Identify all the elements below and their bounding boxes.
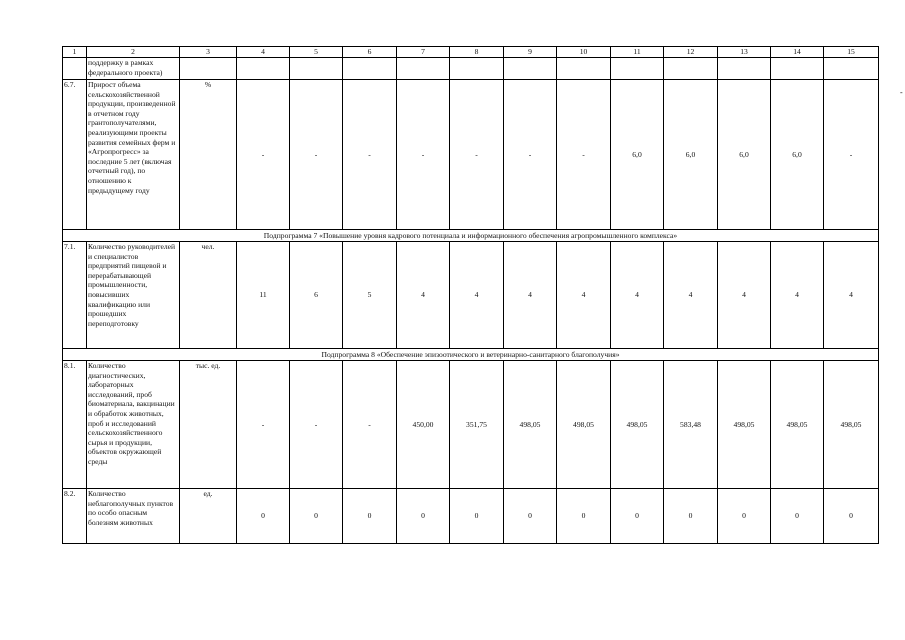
value-cell: 6,0 <box>771 80 824 230</box>
subprogram-row <box>63 230 879 242</box>
indicator-name: Прирост объема сельскохозяйственной продукции, произведенной в отчетном году грантополучателями, реализующими проекты развития семейных ферм и «Агропрогресс» за последние 5 лет (включая отчетный год), по отношению к предыдущему году <box>87 80 180 230</box>
row-index: 7.1. <box>63 242 87 349</box>
value-cell: 0 <box>611 489 664 544</box>
column-number: 8 <box>450 47 504 58</box>
indicator-name: Количество неблагополучных пунктов по особо опасным болезням животных <box>87 489 180 544</box>
row-index <box>63 58 87 80</box>
value-cell: 351,75 <box>450 361 504 489</box>
indicator-name: Количество руководителей и специалистов предприятий пищевой и перерабатывающей промышленности, повысивших квалификацию или прошедших переподготовку <box>87 242 180 349</box>
value-cell: 498,05 <box>718 361 771 489</box>
value-cell: 4 <box>664 242 718 349</box>
value-cell: 11 <box>237 242 290 349</box>
value-cell: - <box>237 361 290 489</box>
column-number: 12 <box>664 47 718 58</box>
unit-cell: % <box>180 80 237 230</box>
value-cell: 5 <box>343 242 397 349</box>
subprogram-row <box>63 349 879 361</box>
column-number: 1 <box>63 47 87 58</box>
value-cell: - <box>450 80 504 230</box>
value-cell: - <box>824 80 879 230</box>
empty-cell <box>824 58 879 80</box>
value-cell: - <box>397 80 450 230</box>
value-cell: 0 <box>290 489 343 544</box>
value-cell: - <box>343 80 397 230</box>
table-row <box>63 58 879 80</box>
value-cell: 498,05 <box>824 361 879 489</box>
value-cell: 0 <box>450 489 504 544</box>
row-index: 6.7. <box>63 80 87 230</box>
value-cell: 0 <box>504 489 557 544</box>
empty-cell <box>771 58 824 80</box>
row-index: 8.2. <box>63 489 87 544</box>
empty-cell <box>343 58 397 80</box>
value-cell: 6,0 <box>718 80 771 230</box>
empty-cell <box>397 58 450 80</box>
unit-cell: чел. <box>180 242 237 349</box>
table-row <box>63 489 879 544</box>
value-cell: 0 <box>824 489 879 544</box>
column-number: 15 <box>824 47 879 58</box>
value-cell: 0 <box>343 489 397 544</box>
value-cell: - <box>290 80 343 230</box>
table-row <box>63 242 879 349</box>
indicator-name: Количество диагностических, лабораторных исследований, проб биоматериала, вакцинации и обработок животных, проб и исследований сельскохозяйственного сырья и продукции, объектов окружающей среды <box>87 361 180 489</box>
column-number: 4 <box>237 47 290 58</box>
subprogram-title: Подпрограмма 7 «Повышение уровня кадрового потенциала и информационного обеспечения агропромышленного комплекса» <box>63 230 879 242</box>
value-cell: 6,0 <box>664 80 718 230</box>
indicators-table <box>62 46 879 544</box>
row-index: 8.1. <box>63 361 87 489</box>
column-number: 10 <box>557 47 611 58</box>
column-number: 14 <box>771 47 824 58</box>
value-cell: 4 <box>611 242 664 349</box>
column-number: 5 <box>290 47 343 58</box>
value-cell: 4 <box>824 242 879 349</box>
value-cell: 498,05 <box>611 361 664 489</box>
table-row <box>63 361 879 489</box>
empty-cell <box>450 58 504 80</box>
value-cell: 498,05 <box>771 361 824 489</box>
value-cell: - <box>237 80 290 230</box>
value-cell: 4 <box>450 242 504 349</box>
value-cell: 450,00 <box>397 361 450 489</box>
value-cell: 6 <box>290 242 343 349</box>
value-cell: 0 <box>664 489 718 544</box>
column-number: 7 <box>397 47 450 58</box>
value-cell: 0 <box>557 489 611 544</box>
empty-cell <box>504 58 557 80</box>
value-cell: 583,48 <box>664 361 718 489</box>
value-cell: 4 <box>771 242 824 349</box>
value-cell: - <box>290 361 343 489</box>
empty-cell <box>290 58 343 80</box>
value-cell: 6,0 <box>611 80 664 230</box>
value-cell: 498,05 <box>504 361 557 489</box>
column-number: 3 <box>180 47 237 58</box>
value-cell: - <box>557 80 611 230</box>
value-cell: 4 <box>718 242 771 349</box>
table-row <box>63 80 879 230</box>
empty-cell <box>611 58 664 80</box>
empty-cell <box>180 58 237 80</box>
value-cell: 4 <box>397 242 450 349</box>
indicator-name: поддержку в рамках федерального проекта) <box>87 58 180 80</box>
value-cell: 498,05 <box>557 361 611 489</box>
value-cell: 0 <box>237 489 290 544</box>
unit-cell: тыс. ед. <box>180 361 237 489</box>
value-cell: 0 <box>718 489 771 544</box>
value-cell: - <box>343 361 397 489</box>
column-number: 13 <box>718 47 771 58</box>
column-number-row <box>63 47 879 58</box>
empty-cell <box>237 58 290 80</box>
column-number: 9 <box>504 47 557 58</box>
column-number: 11 <box>611 47 664 58</box>
value-cell: - <box>504 80 557 230</box>
empty-cell <box>557 58 611 80</box>
column-number: 2 <box>87 47 180 58</box>
empty-cell <box>664 58 718 80</box>
margin-mark: - <box>900 88 903 97</box>
column-number: 6 <box>343 47 397 58</box>
value-cell: 0 <box>771 489 824 544</box>
unit-cell: ед. <box>180 489 237 544</box>
value-cell: 4 <box>557 242 611 349</box>
value-cell: 4 <box>504 242 557 349</box>
empty-cell <box>718 58 771 80</box>
value-cell: 0 <box>397 489 450 544</box>
subprogram-title: Подпрограмма 8 «Обеспечение эпизоотического и ветеринарно-санитарного благополучия» <box>63 349 879 361</box>
